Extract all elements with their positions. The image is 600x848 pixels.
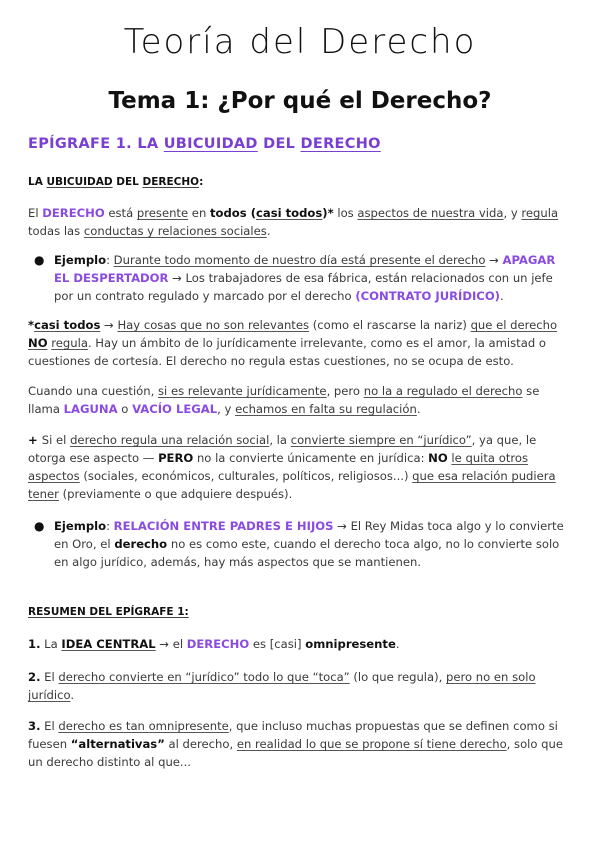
paragraph-casi-todos: *casi todos → Hay cosas que no son relevantes (como el rascarse la nariz) que el derecho NO regula. Hay un ámbito de lo jurídicamente irrelevante, como es el amor, la amistad o cuestiones de cortesía. El derecho no regula estas cuestiones, no se ocupa de esto. — [28, 318, 558, 368]
paragraph-intro: El DERECHO está presente en todos (casi todos)* los aspectos de nuestra vida, y regula todas las conductas y relaciones sociales. — [28, 206, 559, 238]
paragraph-relacion-social: + Si el derecho regula una relación social, la convierte siempre en “jurídico”, ya que, le otorga ese aspecto — PERO no la convierte únicamente en jurídica: NO le quita otros aspectos (sociales, económicos, culturales, políticos, religiosos...) que esa relación pudiera tener (previamente o que adquiere después). — [28, 433, 556, 501]
topic-title: Tema 1: ¿Por qué el Derecho? — [108, 88, 492, 114]
summary-point-2: 2. El derecho convierte en “jurídico” todo lo que “toca” (lo que regula), pero no en solo jurídico. — [28, 670, 536, 702]
bullet-example-2: ● Ejemplo: RELACIÓN ENTRE PADRES E HIJOS → El Rey Midas toca algo y lo convierte en Oro, el derecho no es como este, cuando el derecho toca algo, no lo convierte solo en algo jurídico, además, hay más aspectos que se mantienen. — [34, 519, 564, 569]
bullet-example-1: ● Ejemplo: Durante todo momento de nuestro día está presente el derecho → APAGAR EL DESPERTADOR → Los trabajadores de esa fábrica, están relacionados con un jefe por un contrato regulado y marcado por el derecho (CONTRATO JURÍDICO). — [34, 253, 556, 303]
subsection-heading: LA UBICUIDAD DEL DERECHO: — [28, 176, 204, 188]
bullet-icon: ● — [34, 519, 45, 533]
bullet-icon: ● — [34, 253, 45, 267]
summary-point-1: 1. La IDEA CENTRAL → el DERECHO es [casi] omnipresente. — [28, 637, 400, 651]
summary-point-3: 3. El derecho es tan omnipresente, que incluso muchas propuestas que se definen como si fuesen “alternativas” al derecho, en realidad lo que se propone sí tiene derecho, solo que un derecho distinto al que... — [28, 719, 564, 769]
section-heading: EPÍGRAFE 1. LA UBICUIDAD DEL DERECHO — [28, 136, 381, 152]
document-title: Teoría del Derecho — [123, 22, 477, 62]
summary-heading: RESUMEN DEL EPÍGRAFE 1: — [28, 606, 189, 618]
paragraph-laguna: Cuando una cuestión, si es relevante jurídicamente, pero no la a regulado el derecho se llama LAGUNA o VACÍO LEGAL, y echamos en falta su regulación. — [28, 384, 540, 416]
